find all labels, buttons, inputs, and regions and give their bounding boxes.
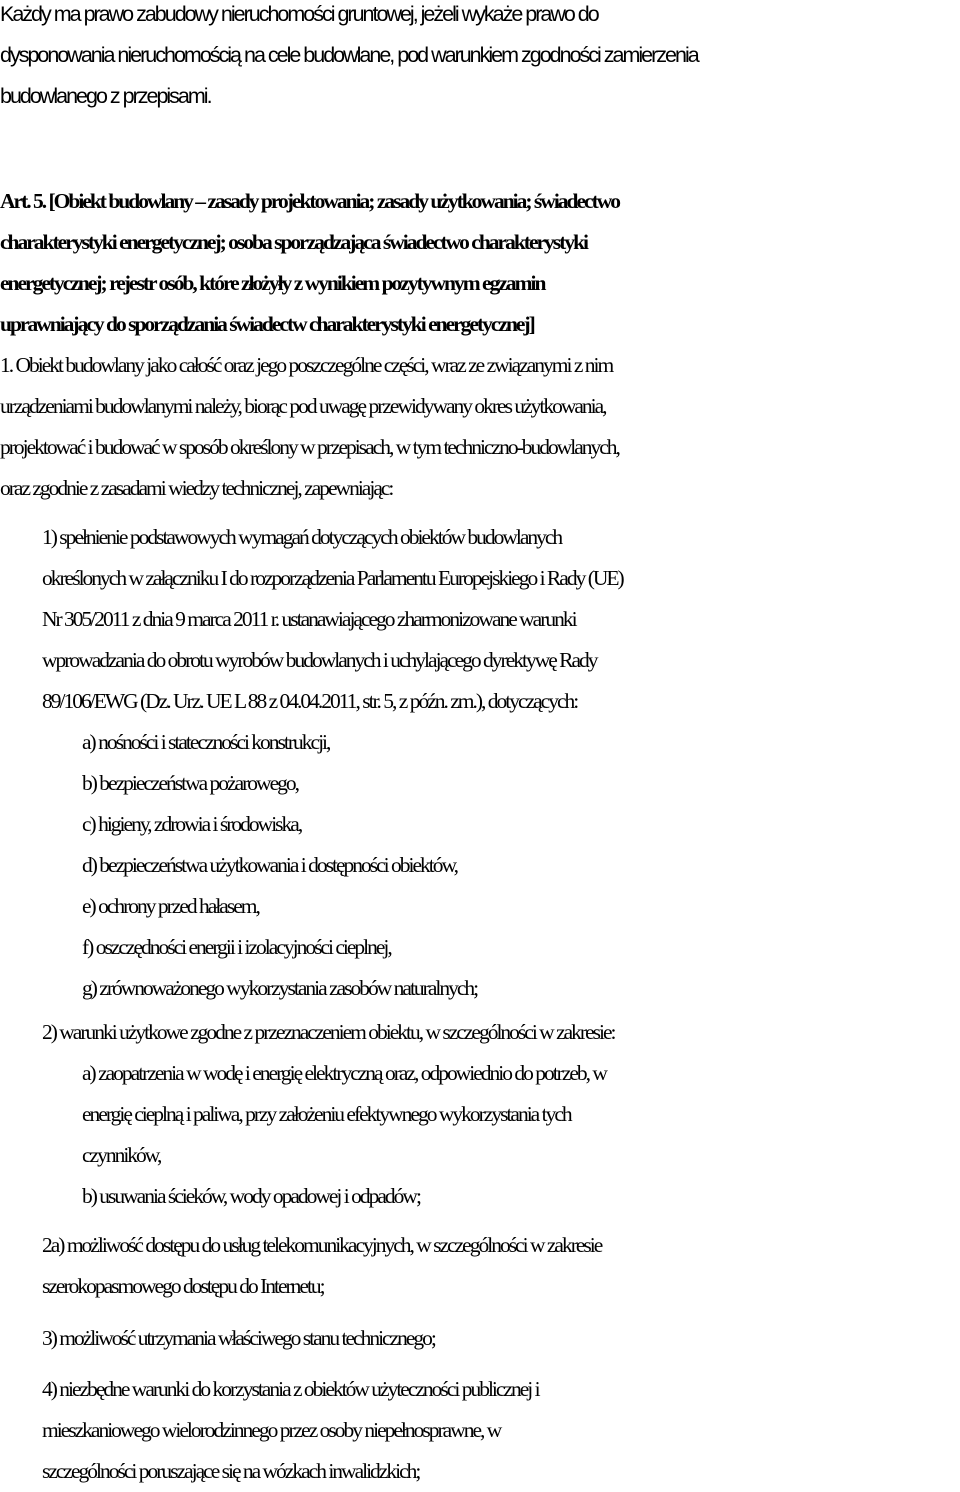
sub-point-a: a) nośności i stateczności konstrukcji, (82, 730, 330, 754)
sub-point-c: c) higieny, zdrowia i środowiska, (82, 812, 302, 836)
point-line: 1) spełnienie podstawowych wymagań dotyczących obiektów budowlanych (42, 525, 562, 549)
sub-point-a-cont: czynników, (82, 1143, 161, 1167)
sub-point-a: a) zaopatrzenia w wodę i energię elektryczną oraz, odpowiednio do potrzeb, w (82, 1061, 606, 1085)
point-line: szerokopasmowego dostępu do Internetu; (42, 1274, 324, 1298)
point-line: 4) niezbędne warunki do korzystania z obiektów użyteczności publicznej i (42, 1377, 539, 1401)
sub-point-f: f) oszczędności energii i izolacyjności cieplnej, (82, 935, 391, 959)
paragraph-line: 1. Obiekt budowlany jako całość oraz jego poszczególne części, wraz ze związanymi z nim (0, 353, 613, 377)
sub-point-a-cont: energię cieplną i paliwa, przy założeniu efektywnego wykorzystania tych (82, 1102, 571, 1126)
article-heading-line: uprawniający do sporządzania świadectw charakterystyki energetycznej] (0, 312, 534, 336)
paragraph-line: projektować i budować w sposób określony w przepisach, w tym techniczno-budowlanych, (0, 435, 619, 459)
point-1 (0, 517, 960, 1009)
sub-point-e: e) ochrony przed hałasem, (82, 894, 259, 918)
point-line: 89/106/EWG (Dz. Urz. UE L 88 z 04.04.2011, str. 5, z późn. zm.), dotyczących: (42, 689, 578, 713)
intro-paragraph (0, 0, 960, 117)
paragraph-1 (0, 345, 960, 509)
point-2a (0, 1225, 960, 1307)
intro-line: dysponowania nieruchomością na cele budowlane, pod warunkiem zgodności zamierzenia (0, 43, 698, 67)
sub-point-b: b) usuwania ścieków, wody opadowej i odpadów; (82, 1184, 420, 1208)
paragraph-line: urządzeniami budowlanymi należy, biorąc pod uwagę przewidywany okres użytkowania, (0, 394, 606, 418)
point-line: 3) możliwość utrzymania właściwego stanu technicznego; (42, 1326, 435, 1350)
point-line: Nr 305/2011 z dnia 9 marca 2011 r. ustanawiającego zharmonizowane warunki (42, 607, 576, 631)
point-line: 2) warunki użytkowe zgodne z przeznaczeniem obiektu, w szczególności w zakresie: (42, 1020, 615, 1044)
sub-point-g: g) zrównoważonego wykorzystania zasobów naturalnych; (82, 976, 478, 1000)
article-heading-line: Art. 5. [Obiekt budowlany – zasady projektowania; zasady użytkowania; świadectwo (0, 189, 620, 213)
point-line: 2a) możliwość dostępu do usług telekomunikacyjnych, w szczególności w zakresie (42, 1233, 602, 1257)
point-4 (0, 1369, 960, 1492)
article-heading (0, 181, 960, 345)
sub-point-b: b) bezpieczeństwa pożarowego, (82, 771, 298, 795)
sub-point-d: d) bezpieczeństwa użytkowania i dostępności obiektów, (82, 853, 458, 877)
point-line: szczególności poruszające się na wózkach inwalidzkich; (42, 1459, 420, 1483)
article-heading-line: energetycznej; rejestr osób, które złożyły z wynikiem pozytywnym egzamin (0, 271, 545, 295)
point-3 (0, 1318, 960, 1359)
article-heading-line: charakterystyki energetycznej; osoba sporządzająca świadectwo charakterystyki (0, 230, 588, 254)
point-2 (0, 1012, 960, 1217)
intro-line: Każdy ma prawo zabudowy nieruchomości gruntowej, jeżeli wykaże prawo do (0, 2, 598, 26)
point-line: mieszkaniowego wielorodzinnego przez osoby niepełnosprawne, w (42, 1418, 501, 1442)
point-line: wprowadzania do obrotu wyrobów budowlanych i uchylającego dyrektywę Rady (42, 648, 597, 672)
intro-line: budowlanego z przepisami. (0, 84, 211, 108)
point-line: określonych w załączniku I do rozporządzenia Parlamentu Europejskiego i Rady (UE) (42, 566, 623, 590)
paragraph-line: oraz zgodnie z zasadami wiedzy technicznej, zapewniając: (0, 476, 393, 500)
